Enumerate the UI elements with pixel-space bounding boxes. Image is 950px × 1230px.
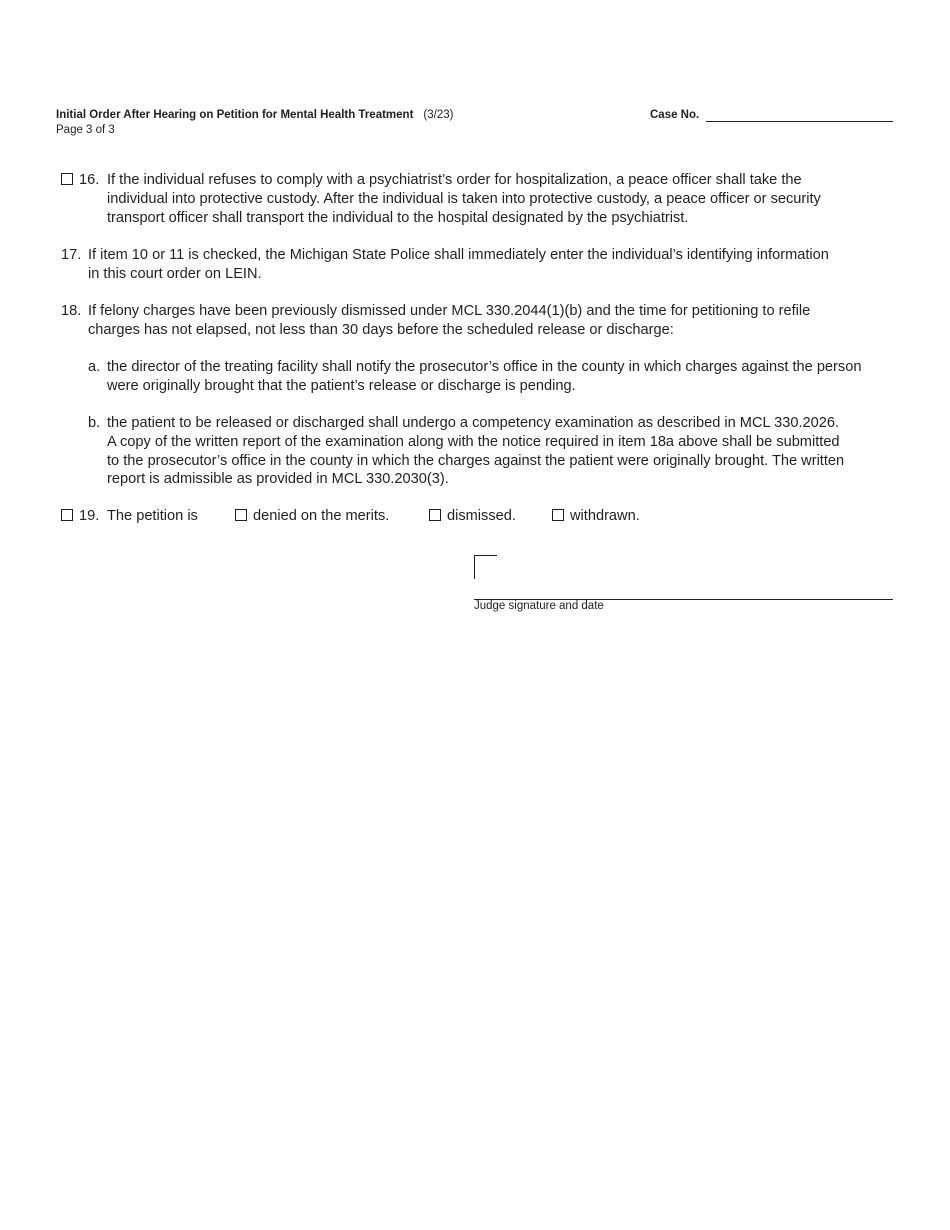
item-18b-letter: b.: [88, 415, 101, 431]
case-number-field[interactable]: [706, 121, 893, 122]
form-revision: (3/23): [423, 109, 454, 121]
item-18b-line: to the prosecutor’s office in the county in which the charges against the patient were originally brought. The written: [107, 452, 845, 469]
item-17-line: in this court order on LEIN.: [88, 265, 262, 282]
item-18a-text: [107, 358, 861, 396]
case-number-label: Case No.: [650, 109, 700, 121]
dismissed-label: dismissed.: [447, 508, 516, 524]
item-17-text: [88, 246, 829, 284]
item-18a-letter: a.: [88, 359, 101, 375]
item-16-line: individual into protective custody. After the individual is taken into protective custody, a peace officer or security: [107, 190, 821, 207]
page-number: Page 3 of 3: [56, 124, 115, 136]
item-16-text: [107, 171, 821, 227]
item-16-checkbox[interactable]: [61, 173, 73, 185]
denied-on-merits-checkbox[interactable]: [235, 509, 247, 521]
item-18-line: charges has not elapsed, not less than 30 days before the scheduled release or discharge:: [88, 321, 674, 338]
item-16-line: transport officer shall transport the individual to the hospital designated by the psychiatrist.: [107, 209, 689, 226]
withdrawn-checkbox[interactable]: [552, 509, 564, 521]
item-19-checkbox[interactable]: [61, 509, 73, 521]
item-16-line: If the individual refuses to comply with a psychiatrist’s order for hospitalization, a peace officer shall take the: [107, 172, 802, 188]
item-18-line: If felony charges have been previously dismissed under MCL 330.2044(1)(b) and the time for petitioning to refile: [88, 303, 811, 319]
form-title-text: Initial Order After Hearing on Petition for Mental Health Treatment: [56, 109, 414, 121]
form-title: [56, 109, 453, 121]
item-18b-line: the patient to be released or discharged shall undergo a competency examination as described in MCL 330.2026.: [107, 415, 840, 431]
dismissed-checkbox[interactable]: [429, 509, 441, 521]
item-17-line: If item 10 or 11 is checked, the Michigan State Police shall immediately enter the individual’s identifying information: [88, 247, 829, 263]
item-19-lead: The petition is: [107, 508, 198, 524]
item-19-number: 19.: [79, 508, 100, 524]
item-18b-text: [107, 414, 844, 489]
withdrawn-label: withdrawn.: [570, 508, 640, 524]
item-18b-line: A copy of the written report of the examination along with the notice required in item 18a above shall be submitted: [107, 433, 840, 450]
item-16-number: 16.: [79, 172, 100, 188]
item-18a-line: the director of the treating facility shall notify the prosecutor’s office in the county in which charges against the person: [107, 359, 862, 375]
denied-on-merits-label: denied on the merits.: [253, 508, 390, 524]
signature-corner-mark: [474, 555, 497, 579]
item-18-number: 18.: [61, 303, 82, 319]
item-18a-line: were originally brought that the patient’s release or discharge is pending.: [107, 377, 576, 394]
item-18-text: [88, 302, 810, 340]
item-18b-line: report is admissible as provided in MCL 330.2030(3).: [107, 471, 449, 488]
item-17-number: 17.: [61, 247, 82, 263]
judge-signature-label: Judge signature and date: [474, 600, 604, 612]
